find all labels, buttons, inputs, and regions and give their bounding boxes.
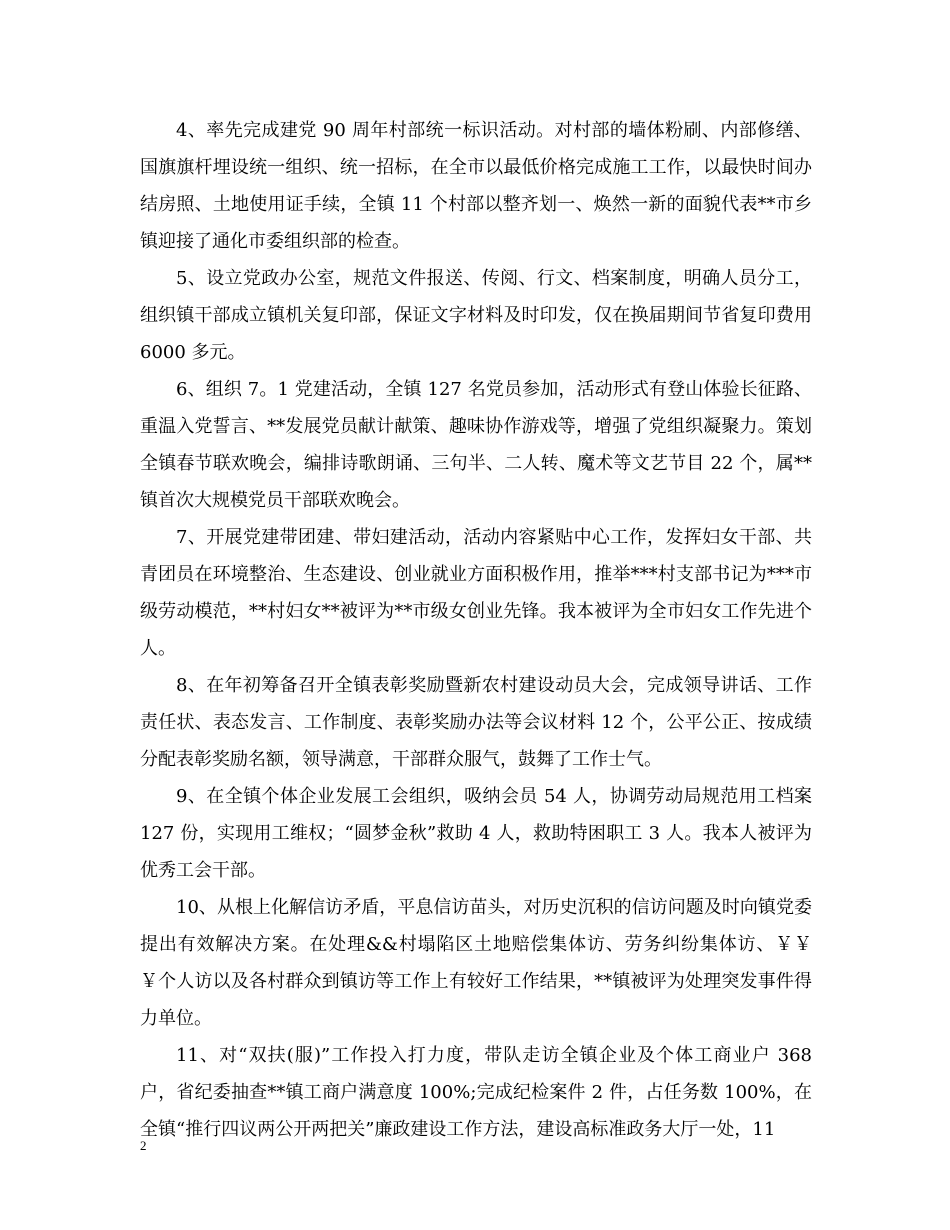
document-body [140,112,812,1148]
paragraph-item-9: 9、在全镇个体企业发展工会组织，吸纳会员 54 人，协调劳动局规范用工档案 127 份，实现用工维权；“圆梦金秋”救助 4 人，救助特困职工 3 人。我本人被评为优秀工会干部。 [140,786,812,881]
paragraph-item-5: 5、设立党政办公室，规范文件报送、传阅、行文、档案制度，明确人员分工，组织镇干部成立镇机关复印部，保证文字材料及时印发，仅在换届期间节省复印费用 6000 多元。 [140,268,812,363]
paragraph-item-4: 4、率先完成建党 90 周年村部统一标识活动。对村部的墙体粉刷、内部修缮、国旗旗杆埋设统一组织、统一招标，在全市以最低价格完成施工工作，以最快时间办结房照、土地使用证手续，全镇 11 个村部以整齐划一、焕然一新的面貌代表**市乡镇迎接了通化市委组织部的检查。 [140,120,812,252]
paragraph-item-8: 8、在年初筹备召开全镇表彰奖励暨新农村建设动员大会，完成领导讲话、工作责任状、表态发言、工作制度、表彰奖励办法等会议材料 12 个，公平公正、按成绩分配表彰奖励名额，领导满意，干部群众服气，鼓舞了工作士气。 [140,675,812,770]
paragraph-item-7: 7、开展党建带团建、带妇建活动，活动内容紧贴中心工作，发挥妇女干部、共青团员在环境整治、生态建设、创业就业方面积极作用，推举***村支部书记为***市级劳动模范，**村妇女**被评为**市级女创业先锋。我本被评为全市妇女工作先进个人。 [140,527,812,659]
paragraph-item-10: 10、从根上化解信访矛盾，平息信访苗头，对历史沉积的信访问题及时向镇党委提出有效解决方案。在处理&&村塌陷区土地赔偿集体访、劳务纠纷集体访、￥￥￥个人访以及各村群众到镇访等工作上有较好工作结果，**镇被评为处理突发事件得力单位。 [140,897,812,1029]
paragraph-item-6: 6、组织 7。1 党建活动，全镇 127 名党员参加，活动形式有登山体验长征路、重温入党誓言、**发展党员献计献策、趣味协作游戏等，增强了党组织凝聚力。策划全镇春节联欢晚会，编排诗歌朗诵、三句半、二人转、魔术等文艺节目 22 个，属**镇首次大规模党员干部联欢晚会。 [140,379,812,511]
paragraph-item-11: 11、对“双扶(服)”工作投入打力度，带队走访全镇企业及个体工商业户 368 户，省纪委抽查**镇工商户满意度 100%;完成纪检案件 2 件，占任务数 100%，在全镇“推行四议两公开两把关”廉政建设工作方法，建设高标准政务大厅一处，11 [140,1045,812,1140]
page-number: 2 [140,1138,147,1153]
